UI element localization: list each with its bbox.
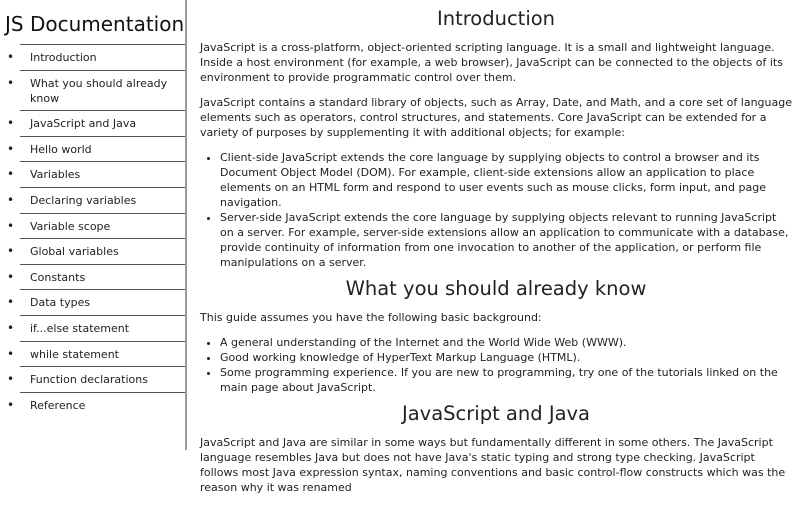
nav-link[interactable]: • Variable scope xyxy=(20,213,185,239)
paragraph: JavaScript contains a standard library of objects, such as Array, Date, and Math, and a core set of language elements such as operators, control structures, and statements. Core JavaScript can be extended for a variety of purposes by supplementing it with additional objects; for example: xyxy=(200,96,792,139)
paragraph: JavaScript is a cross-platform, object-oriented scripting language. It is a small and lightweight language. Inside a host environment (for example, a web browser), JavaScript can be connected to the objects of its environment to provide programmatic control over them. xyxy=(200,41,783,84)
nav-link[interactable]: • What you should already know xyxy=(20,70,185,111)
list-item: • Client-side JavaScript extends the core language by supplying objects to control a browser and its Document Object Model (DOM). For example, client-side extensions allow an application to place elements on an HTML form and respond to user events such as mouse clicks, form input, and page navigation. xyxy=(220,150,792,210)
nav-link[interactable]: • Variables xyxy=(20,161,185,187)
navbar xyxy=(0,0,187,450)
section-header: Introduction xyxy=(436,7,556,30)
section-header: JavaScript and Java xyxy=(401,402,591,425)
bullet-list xyxy=(200,335,792,395)
nav-list xyxy=(0,44,185,417)
main-section xyxy=(200,276,792,395)
nav-link[interactable]: • if...else statement xyxy=(20,315,185,341)
paragraph: JavaScript and Java are similar in some ways but fundamentally different in some others. The JavaScript language resembles Java but does not have Java's static typing and strong type checking. JavaScript follows most Java expression syntax, naming conventions and basic control-flow constructs which was the reason why it was renamed xyxy=(200,436,786,494)
main-section xyxy=(200,6,792,270)
list-item: • A general understanding of the Internet and the World Wide Web (WWW). xyxy=(220,335,792,350)
bullet-list xyxy=(200,150,792,270)
list-item: • Some programming experience. If you are new to programming, try one of the tutorials linked on the main page about JavaScript. xyxy=(220,365,792,395)
list-item: • Server-side JavaScript extends the core language by supplying objects relevant to running JavaScript on a server. For example, server-side extensions allow an application to communicate with a database, provide continuity of information from one invocation to another of the application, or perform file manipulations on a server. xyxy=(220,210,792,270)
nav-link[interactable]: • Introduction xyxy=(20,44,185,70)
nav-link[interactable]: • JavaScript and Java xyxy=(20,110,185,136)
nav-link[interactable]: • Data types xyxy=(20,289,185,315)
paragraph: This guide assumes you have the following basic background: xyxy=(200,311,542,324)
main-doc xyxy=(200,0,792,505)
main-section xyxy=(200,401,792,495)
nav-link[interactable]: • Hello world xyxy=(20,136,185,162)
nav-link[interactable]: • Reference xyxy=(20,392,185,418)
section-header: What you should already know xyxy=(345,277,647,300)
nav-link[interactable]: • Global variables xyxy=(20,238,185,264)
nav-link[interactable]: • Constants xyxy=(20,264,185,290)
nav-link[interactable]: • Declaring variables xyxy=(20,187,185,213)
nav-title: JS Documentation xyxy=(5,12,185,36)
list-item: • Good working knowledge of HyperText Markup Language (HTML). xyxy=(220,350,792,365)
nav-link[interactable]: • Function declarations xyxy=(20,366,185,392)
nav-link[interactable]: • while statement xyxy=(20,341,185,367)
